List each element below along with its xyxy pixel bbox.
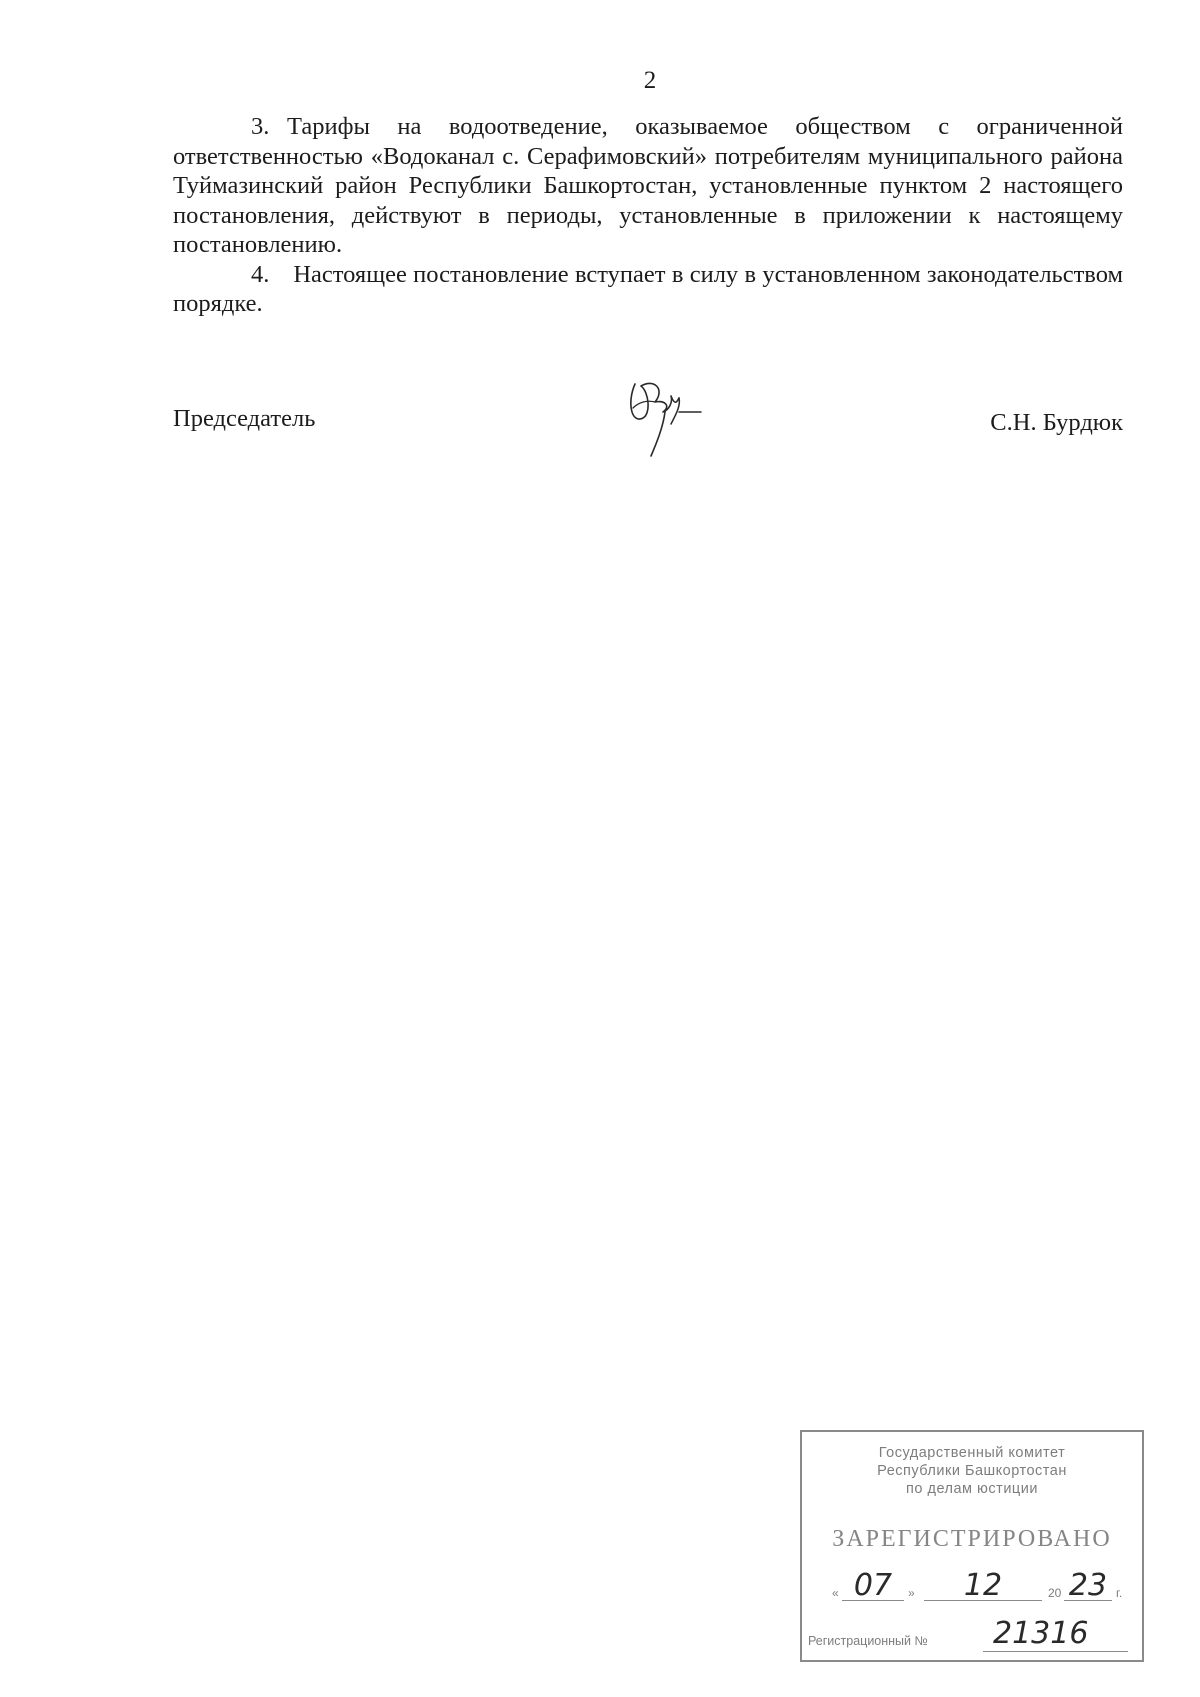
stamp-open-quote: «: [832, 1586, 839, 1600]
stamp-line: Государственный комитет: [878, 1445, 1066, 1461]
stamp-reg-number: 21316: [983, 1620, 1128, 1652]
stamp-month: 12: [924, 1572, 1042, 1601]
stamp-line: по делам юстиции: [906, 1481, 1038, 1497]
paragraph-3: [173, 112, 1123, 260]
stamp-day: 07: [842, 1572, 904, 1601]
stamp-year-suffix: 23: [1064, 1572, 1112, 1601]
paragraph-4: [173, 260, 1123, 319]
signatory-title: Председатель: [173, 405, 316, 432]
stamp-registration-number: [808, 1618, 1138, 1652]
paragraph-number: 3.: [251, 113, 270, 140]
signatory-name: С.Н. Бурдюк: [990, 409, 1123, 436]
stamp-year-unit: г.: [1116, 1586, 1123, 1600]
handwritten-signature: [625, 372, 705, 458]
stamp-authority: [802, 1444, 1142, 1498]
page-number: 2: [643, 67, 657, 94]
registration-stamp: [800, 1430, 1144, 1662]
stamp-date: [832, 1568, 1132, 1603]
paragraph-text: Настоящее постановление вступает в силу в установленном законодательством порядке.: [173, 260, 1123, 317]
paragraph-text: Тарифы на водоотведение, оказываемое обществом с ограниченной ответственностью «Водоканал с. Серафимовский» потребителям муниципального района Туймазинский район Республики Башкортостан, установленные пунктом 2 настоящего постановления, действуют в периоды, установленные в приложении к настоящему постановлению.: [173, 113, 1123, 258]
document-body: [173, 112, 1123, 319]
stamp-year-prefix: 20: [1048, 1586, 1062, 1600]
stamp-registered-label: ЗАРЕГИСТРИРОВАНО: [832, 1526, 1112, 1552]
paragraph-number: 4.: [251, 260, 270, 288]
stamp-close-quote: »: [908, 1586, 915, 1600]
stamp-reg-label: Регистрационный №: [808, 1634, 928, 1648]
stamp-line: Республики Башкортостан: [877, 1463, 1067, 1479]
